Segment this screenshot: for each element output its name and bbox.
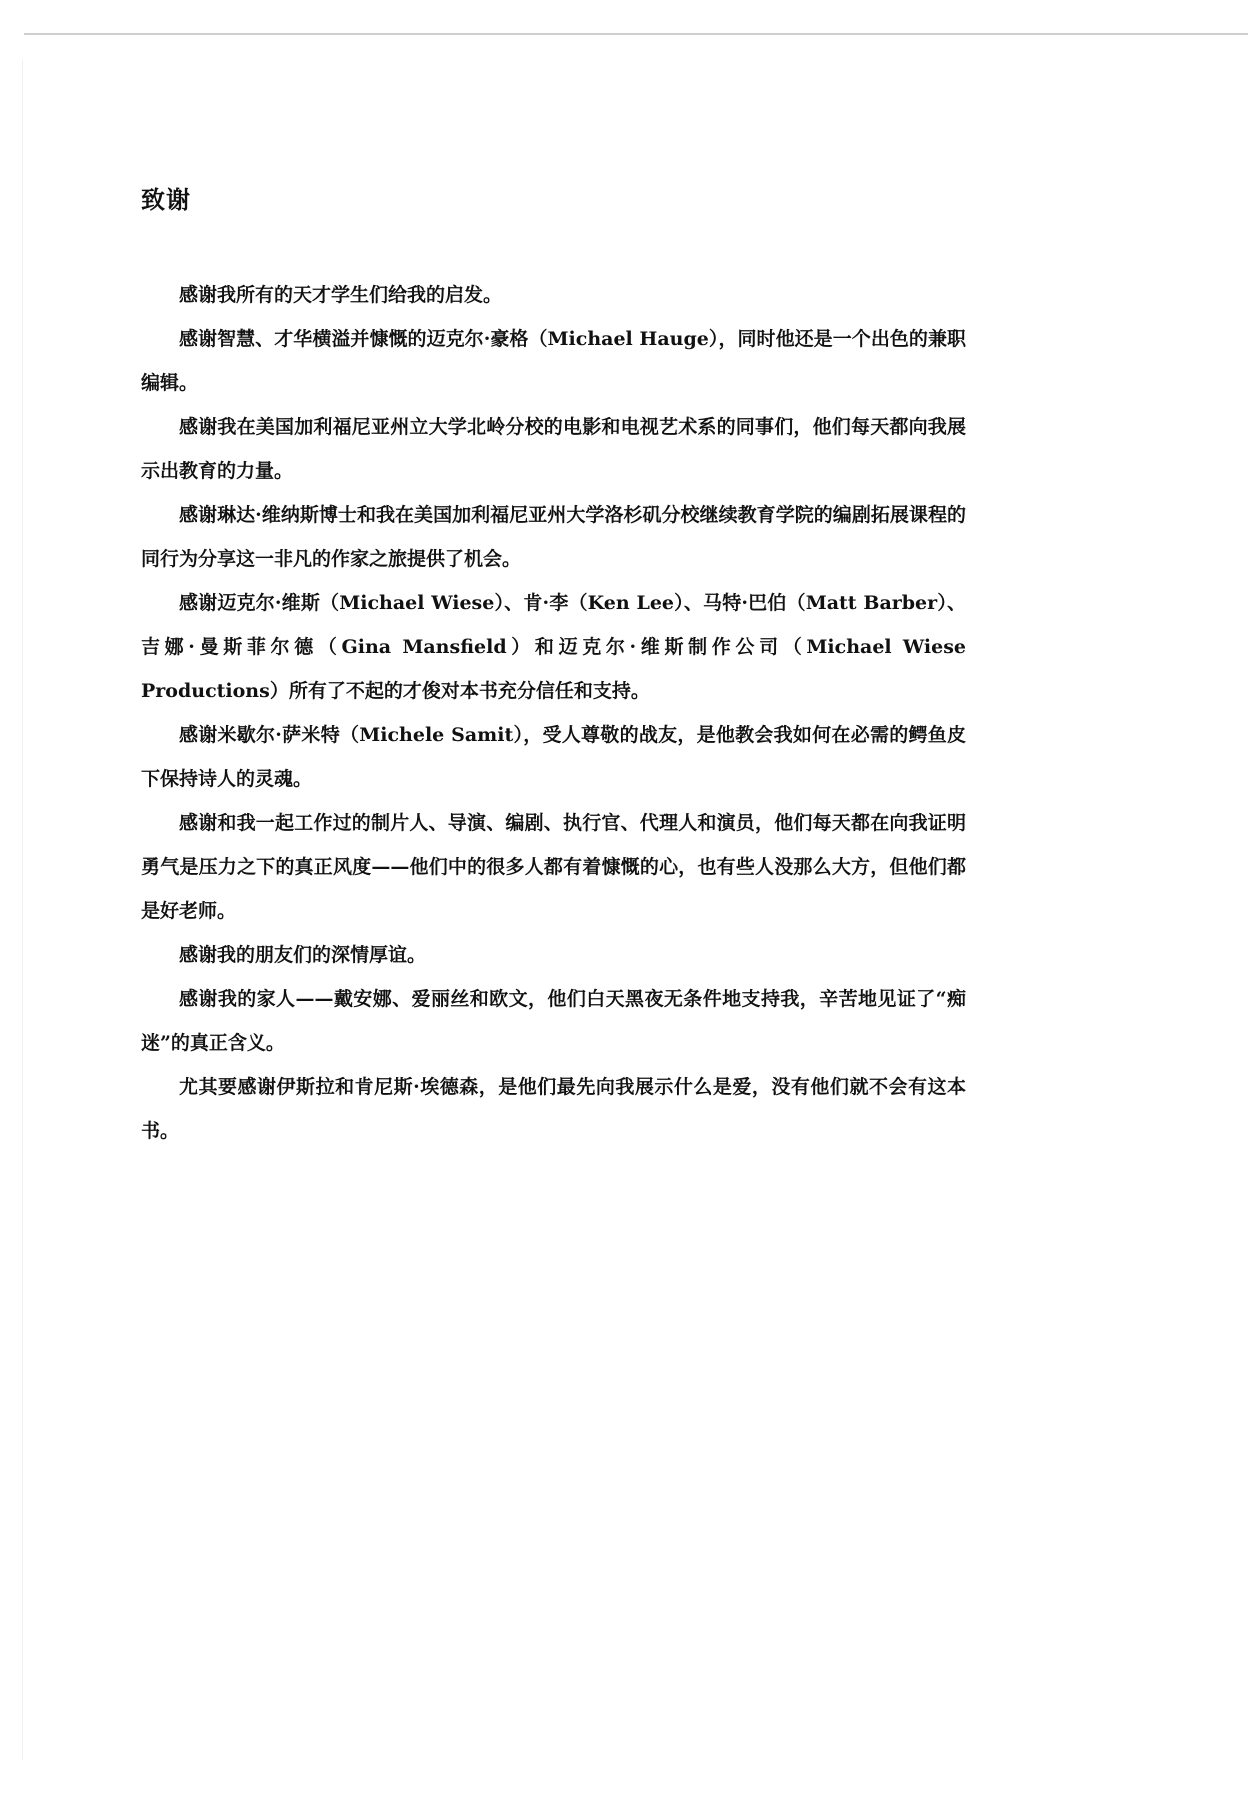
- acknowledgement-paragraph-6: 感谢米歇尔·萨米特（Michele Samit），受人尊敬的战友，是他教会我如何在必需的鳄鱼皮下保持诗人的灵魂。: [141, 724, 966, 790]
- acknowledgement-paragraph-3: 感谢我在美国加利福尼亚州立大学北岭分校的电影和电视艺术系的同事们，他们每天都向我展示出教育的力量。: [141, 416, 966, 482]
- acknowledgement-paragraph-9: 感谢我的家人——戴安娜、爱丽丝和欧文，他们白天黑夜无条件地支持我，辛苦地见证了“痴迷”的真正含义。: [141, 988, 966, 1054]
- acknowledgement-paragraph-10: 尤其要感谢伊斯拉和肯尼斯·埃德森，是他们最先向我展示什么是爱，没有他们就不会有这本书。: [141, 1076, 966, 1142]
- acknowledgement-paragraph-8: 感谢我的朋友们的深情厚谊。: [179, 944, 427, 966]
- scan-border-line: [24, 33, 1248, 35]
- scan-edge-line: [22, 60, 23, 1760]
- acknowledgement-paragraph-1: 感谢我所有的天才学生们给我的启发。: [179, 284, 503, 306]
- document-page: [141, 180, 966, 1153]
- acknowledgement-paragraph-7: 感谢和我一起工作过的制片人、导演、编剧、执行官、代理人和演员，他们每天都在向我证明勇气是压力之下的真正风度——他们中的很多人都有着慷慨的心，也有些人没那么大方，但他们都是好老师。: [141, 812, 966, 922]
- acknowledgement-paragraph-5: 感谢迈克尔·维斯（Michael Wiese）、肯·李（Ken Lee）、马特·巴伯（Matt Barber）、吉娜·曼斯菲尔德（Gina Mansfield）和迈克尔·维斯制作公司（Michael Wiese Productions）所有了不起的才俊对本书充分信任和支持。: [141, 592, 966, 702]
- page-title: 致谢: [141, 185, 191, 214]
- acknowledgement-paragraph-2: 感谢智慧、才华横溢并慷慨的迈克尔·豪格（Michael Hauge），同时他还是一个出色的兼职编辑。: [141, 328, 966, 394]
- acknowledgement-paragraph-4: 感谢琳达·维纳斯博士和我在美国加利福尼亚州大学洛杉矶分校继续教育学院的编剧拓展课程的同行为分享这一非凡的作家之旅提供了机会。: [141, 504, 966, 570]
